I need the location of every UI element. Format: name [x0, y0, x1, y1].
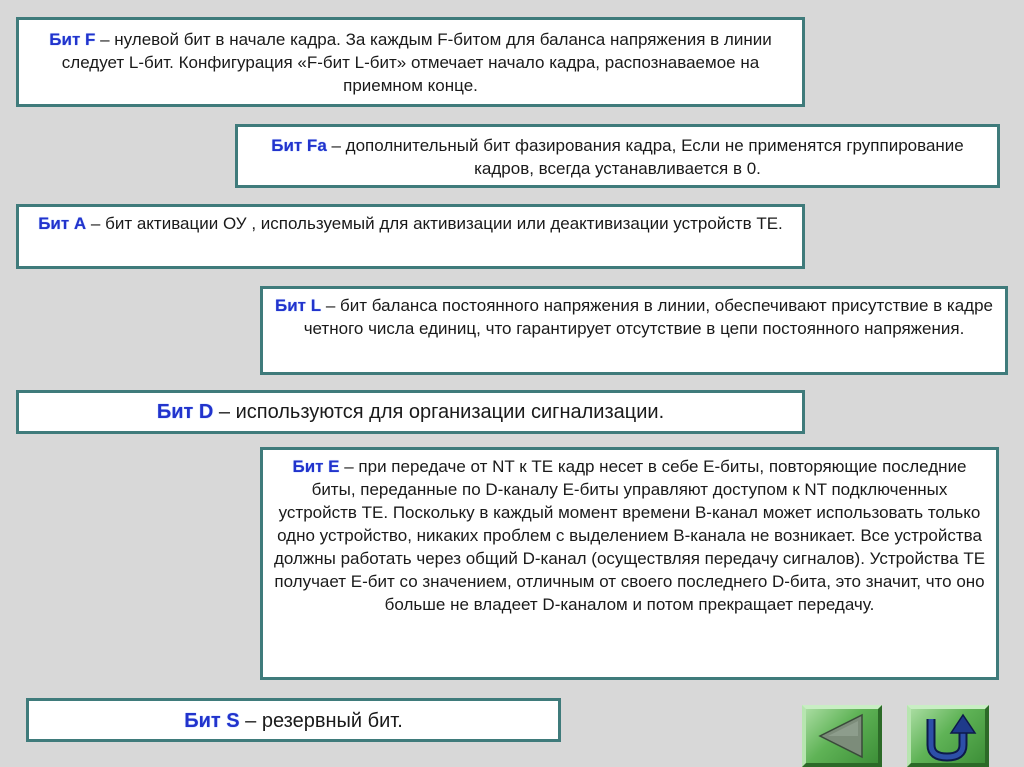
u-turn-return-icon — [911, 709, 985, 763]
back-button[interactable] — [802, 705, 882, 767]
definition-box-bit-s — [26, 698, 561, 742]
term-bit-a: Бит А — [38, 214, 87, 233]
definition-text-bit-a: – бит активации ОУ , используемый для активизации или деактивизации устройств ТЕ. — [86, 214, 783, 233]
definition-text-bit-fa: – дополнительный бит фазирования кадра, Если не применятся группирование кадров, всегда устанавливается в 0. — [326, 136, 964, 178]
definition-box-bit-fa — [235, 124, 1000, 188]
triangle-left-icon — [806, 709, 878, 763]
definition-text-bit-s: – резервный бит. — [239, 710, 403, 732]
term-bit-fa: Бит Fa — [271, 136, 327, 155]
definition-box-bit-f — [16, 17, 805, 107]
definition-box-bit-e — [260, 447, 999, 680]
definition-box-bit-d — [16, 390, 805, 434]
term-bit-e: Бит E — [292, 457, 340, 476]
term-bit-s: Бит S — [184, 710, 240, 732]
definition-box-bit-a — [16, 204, 805, 269]
definition-text-bit-e: – при передаче от NT к ТЕ кадр несет в себе Е-биты, повторяющие последние биты, переданные по D-каналу Е-биты управляют доступом к NT подключенных устройств ТЕ. Поскольку в каждый момент времени В-канал может использовать только одно устройство, никаких проблем с выделением В-канала не возникает. Все устройства должны работать через общий D-канал (осуществляя передачу сигналов). Устройства ТЕ получает Е-бит со значением, отличным от своего последнего D-бита, это значит, что оно больше не владеет D-каналом и потом прекращает передачу. — [273, 457, 986, 614]
term-bit-l: Бит L — [275, 296, 322, 315]
definition-text-bit-l: – бит баланса постоянного напряжения в линии, обеспечивают присутствие в кадре четного числа единиц, что гарантирует отсутствие в цепи постоянного напряжения. — [303, 296, 993, 338]
return-button[interactable] — [907, 705, 989, 767]
definition-box-bit-l — [260, 286, 1008, 375]
definition-text-bit-d: – используются для организации сигнализации. — [213, 401, 665, 423]
term-bit-d: Бит D — [156, 401, 214, 423]
term-bit-f: Бит F — [49, 30, 96, 49]
definition-text-bit-f: – нулевой бит в начале кадра. За каждым F-битом для баланса напряжения в линии следует L-бит. Конфигурация «F-бит L-бит» отмечает начало кадра, распознаваемое на приемном конце. — [61, 30, 772, 95]
